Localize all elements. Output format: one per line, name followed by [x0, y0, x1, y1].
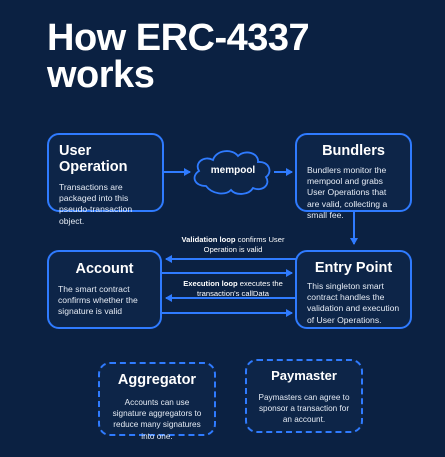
bundlers-title: Bundlers — [322, 143, 385, 159]
account-box — [47, 250, 162, 329]
title-line-2: works — [47, 54, 155, 96]
mempool-label: mempool — [210, 165, 256, 176]
bundlers-text: Bundlers monitor the mempool and grabs User Operations that are valid, collecting a small fee. — [307, 165, 388, 220]
entry-point-text: This singleton smart contract handles the validation and execution of User Operations. — [307, 281, 400, 325]
execution-loop-bold: Execution loop — [183, 279, 238, 288]
paymaster-text: Paymasters can agree to sponsor a transaction for an account. — [258, 393, 350, 425]
validation-loop-rest: confirms User Operation is valid — [203, 235, 285, 254]
title-line-1: How ERC-4337 — [47, 17, 310, 59]
entry-point-box — [295, 250, 412, 329]
aggregator-text: Accounts can use signature aggregators to reduce many signatures into one. — [112, 398, 202, 441]
paymaster-box — [245, 359, 363, 433]
paymaster-title: Paymaster — [271, 368, 337, 383]
user-operation-title: User Operation — [59, 143, 128, 175]
bundlers-box — [295, 133, 412, 220]
execution-loop-label — [178, 279, 288, 299]
account-text: The smart contract confirms whether the signature is valid — [58, 284, 138, 317]
account-title: Account — [75, 261, 134, 277]
aggregator-title: Aggregator — [117, 372, 197, 388]
user-operation-box — [47, 133, 164, 226]
aggregator-box — [98, 362, 216, 441]
validation-loop-bold: Validation loop — [181, 235, 236, 244]
entry-point-title: Entry Point — [314, 260, 393, 276]
user-operation-text: Transactions are packaged into this pseudo-transaction object. — [59, 182, 133, 226]
execution-loop-rest: executes the transaction's callData — [197, 279, 283, 298]
validation-loop-label — [178, 235, 288, 255]
